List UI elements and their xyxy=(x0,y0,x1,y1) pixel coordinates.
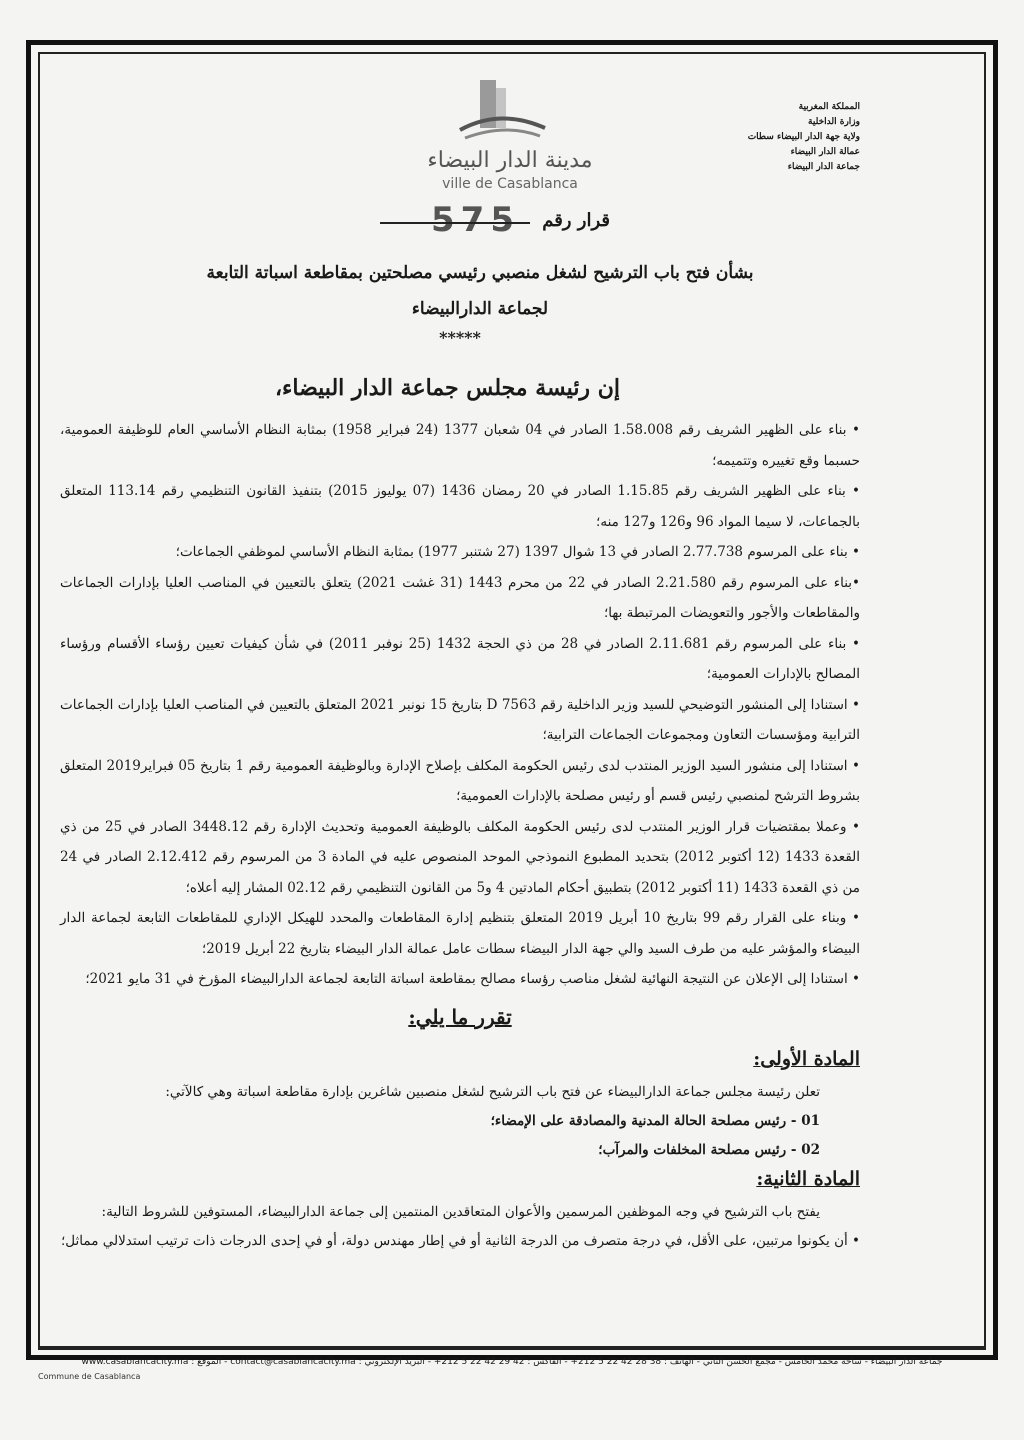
article-1-item: 02 - رئيس مصلحة المخلفات والمرآب؛ xyxy=(598,1142,820,1158)
administrative-header xyxy=(720,100,860,175)
recital: • وعملا بمقتضيات قرار الوزير المنتدب لدى رئيس الحكومة المكلف بالوظيفة العمومية وتحديث الإدارة رقم 3448.12 الصادر في 25 من ذي القعدة 1433 (12 أكتوبر 2012) بتحديد المطبوع النموذجي الموحد المنصوص عليه في المادة 3 من المرسوم رقم 2.12.412 الصادر في 24 من ذي القعدة 1433 (11 أكتوبر 2012) بتطبيق أحكام المادتين 4 و5 من القانون التنظيمي رقم 02.12 المشار إليه أعلاه؛ xyxy=(60,818,861,896)
decides-heading: تقرر ما يلي: xyxy=(408,1005,512,1029)
recital: • بناء على الظهير الشريف رقم 1.58.008 الصادر في 04 شعبان 1377 (24 فبراير 1958) بمثابة النظام الأساسي العام للوظيفة العمومية، حسبما وقع تغييره وتتميمه؛ xyxy=(60,422,861,469)
recital: • بناء على المرسوم رقم 2.11.681 الصادر في 28 من ذي الحجة 1432 (25 نوفبر 2011) في شأن كيفيات تعيين رؤساء الأقسام ورؤساء المصالح بالإدارات العمومية؛ xyxy=(60,635,860,682)
article-2-title: المادة الثانية: xyxy=(756,1168,860,1190)
footer-commune: Commune de Casablanca xyxy=(38,1372,141,1381)
subject-line: بشأن فتح باب الترشيح لشغل منصبي رئيسي مصلحتين بمقاطعة اسباتة التابعة xyxy=(206,263,754,283)
stamp-line xyxy=(380,222,530,224)
admin-line: عمالة الدار البيضاء xyxy=(790,147,860,157)
article-1-body xyxy=(60,1078,860,1165)
admin-line: وزارة الداخلية xyxy=(808,117,860,127)
recital: • وبناء على القرار رقم 99 بتاريخ 10 أبريل 2019 المتعلق بتنظيم إدارة المقاطعات والمحدد للهيكل الإداري للمقاطعات التابعة لجماعة الدار البيضاء والمؤشر عليه من طرف السيد والي جهة الدار البيضاء سطات عامل عمالة الدار البيضاء بتاريخ 22 أبريل 2019؛ xyxy=(60,910,860,957)
decision-number xyxy=(330,200,630,240)
casablanca-logo xyxy=(370,78,593,198)
recital: •بناء على المرسوم رقم 2.21.580 الصادر في 22 من محرم 1443 (31 غشت 2021) يتعلق بالتعيين في المناصب العليا بإدارات الجماعات والمقاطعات والأجور والتعويضات المرتبطة بها؛ xyxy=(60,574,861,621)
logo-french-text: ville de Casablanca xyxy=(442,176,578,192)
decision-stamp-number: 575 xyxy=(431,200,520,240)
document-page xyxy=(60,70,860,1340)
recital: • استنادا إلى الإعلان عن النتيجة النهائية لشغل مناصب رؤساء مصالح بمقاطعة اسباتة التابعة لجماعة الدارالبيضاء المؤرخ في 31 مايو 2021؛ xyxy=(85,971,860,987)
subject-line: لجماعة الدارالبيضاء xyxy=(411,299,549,319)
admin-line: المملكة المغربية xyxy=(798,102,860,112)
article-1-item: 01 - رئيس مصلحة الحالة المدنية والمصادقة على الإمضاء؛ xyxy=(490,1113,820,1129)
admin-line: ولاية جهة الدار البيضاء سطات xyxy=(747,132,860,142)
city-logo-icon xyxy=(450,78,550,148)
separator-stars: ***** xyxy=(439,328,481,347)
recitals xyxy=(60,415,860,995)
article-1-intro: تعلن رئيسة مجلس جماعة الدارالبيضاء عن فتح باب الترشيح لشغل منصبين شاغرين بإدارة مقاطعة اسباتة وهي كالآتي: xyxy=(165,1084,820,1100)
recital: • بناء على المرسوم 2.77.738 الصادر في 13 شوال 1397 (27 شتنبر 1977) بمثابة النظام الأساسي لموظفي الجماعات؛ xyxy=(175,544,860,560)
preamble-heading: إن رئيسة مجلس جماعة الدار البيضاء، xyxy=(274,375,620,401)
article-1-title: المادة الأولى: xyxy=(753,1048,860,1070)
footer-contact: جماعة الدار البيضاء - ساحة محمد الخامس - مجمع الحسن الثاني - الهاتف : 38 28 42 22 5 212+ - الفاكس : 42 29 42 22 5 212+ - البريد الإلكتروني : contact@casablancacity.ma - الموقع : www.casablancacity.ma xyxy=(38,1348,986,1374)
recital: • بناء على الظهير الشريف رقم 1.15.85 الصادر في 20 رمضان 1436 (07 يوليوز 2015) بتنفيذ القانون التنظيمي رقم 113.14 المتعلق بالجماعات، لا سيما المواد 96 و126 و127 منه؛ xyxy=(60,483,860,530)
article-2-condition: • أن يكونوا مرتبين، على الأقل، في درجة متصرف من الدرجة الثانية أو في إطار مهندس دولة، أو في إحدى الدرجات ذات ترتيب استدلالي مماثل؛ xyxy=(61,1233,860,1249)
recital: • استنادا إلى المنشور التوضيحي للسيد وزير الداخلية رقم D 7563 بتاريخ 15 نونبر 2021 المتعلق بالتعيين في المناصب العليا بإدارات الجماعات الترابية ومؤسسات التعاون ومجموعات الجماعات الترابية؛ xyxy=(60,696,860,743)
decision-label: قرار رقم xyxy=(542,210,610,231)
recital: • استنادا إلى منشور السيد الوزير المنتدب لدى رئيس الحكومة المكلف بإصلاح الإدارة وبالوظيفة العمومية رقم 1 بتاريخ 05 فبراير2019 المتعلق بشروط الترشح لمنصبي رئيس قسم أو رئيس مصلحة بالإدارات العمومية؛ xyxy=(60,757,860,804)
article-2-intro: يفتح باب الترشيح في وجه الموظفين المرسمين والأعوان المتعاقدين المنتمين إلى جماعة الدارالبيضاء، المستوفين للشروط التالية: xyxy=(101,1204,820,1220)
logo-arabic-text: مدينة الدار البيضاء xyxy=(427,148,593,173)
article-2-body xyxy=(60,1198,860,1256)
admin-line: جماعة الدار البيضاء xyxy=(787,162,860,172)
subject xyxy=(100,255,860,327)
